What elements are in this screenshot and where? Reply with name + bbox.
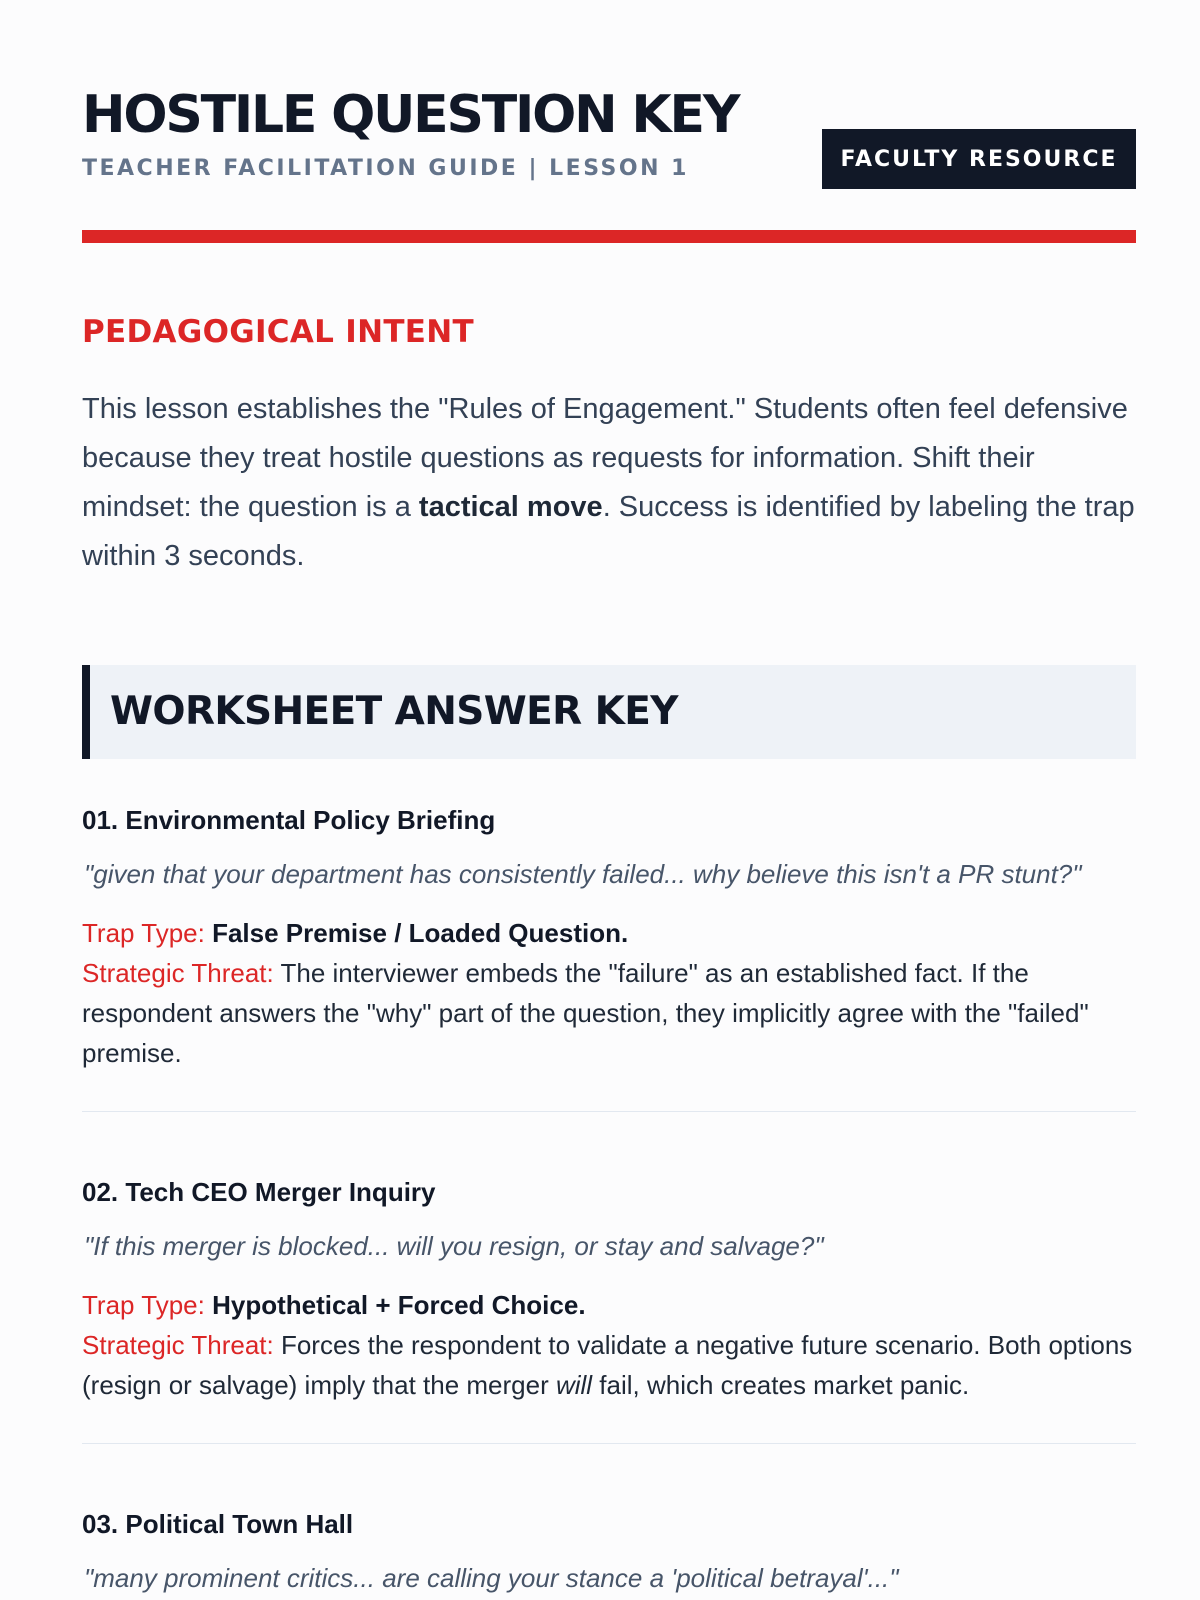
trap-type-row <box>82 1285 1136 1325</box>
faculty-resource-badge: FACULTY RESOURCE <box>822 129 1136 189</box>
strategic-threat-row <box>82 1325 1136 1405</box>
answer-item-quote: "given that your department has consistently failed... why believe this isn't a PR stunt?" <box>84 859 1082 889</box>
strategic-threat-text: The interviewer embeds the "failure" as an established fact. If the respondent answers the "why" part of the question, they implicitly agree with the "failed" premise. <box>82 958 1089 1068</box>
strategic-threat-row <box>82 953 1136 1073</box>
answer-item-analysis <box>82 913 1136 1073</box>
pedagogical-intent-text <box>82 385 1136 581</box>
trap-type-label: Trap Type: <box>82 918 205 948</box>
strategic-threat-emphasis: will <box>555 1370 593 1400</box>
strategic-threat-text-part-1: Forces the respondent to validate a negative future scenario. Both options (resign or salvage) imply that the merger <box>82 1330 1133 1400</box>
item-divider <box>82 1443 1136 1444</box>
answer-item-1 <box>82 803 1136 1068</box>
answer-item-title: 03. Political Town Hall <box>82 1509 354 1539</box>
document-header <box>82 82 1136 192</box>
answer-item-quote: "many prominent critics... are calling your stance a 'political betrayal'..." <box>84 1563 899 1593</box>
document-page <box>82 0 1136 1600</box>
header-rule <box>82 230 1136 243</box>
answer-item-analysis <box>82 1285 1136 1405</box>
intent-text-part-2: . Success is identified by labeling the trap within 3 seconds. <box>82 491 1135 572</box>
item-divider <box>82 1111 1136 1112</box>
answer-item-2 <box>82 1175 1136 1405</box>
strategic-threat-label: Strategic Threat: <box>82 1330 274 1360</box>
answer-key-section-header <box>82 665 1136 759</box>
answer-item-3 <box>82 1507 1136 1600</box>
trap-type-label: Trap Type: <box>82 1290 205 1320</box>
intent-text-bold: tactical move <box>418 491 603 523</box>
answer-key-heading: WORKSHEET ANSWER KEY <box>110 689 678 734</box>
trap-type-value: False Premise / Loaded Question. <box>212 918 629 948</box>
intent-text-part-1: This lesson establishes the "Rules of Engagement." Students often feel defensive because they treat hostile questions as requests for information. Shift their mindset: the question is a <box>82 393 1128 523</box>
answer-item-title: 02. Tech CEO Merger Inquiry <box>82 1177 436 1207</box>
document-title: HOSTILE QUESTION KEY <box>82 85 739 145</box>
pedagogical-intent-heading: PEDAGOGICAL INTENT <box>82 314 474 350</box>
document-subtitle: TEACHER FACILITATION GUIDE | LESSON 1 <box>82 156 689 181</box>
answer-item-title: 01. Environmental Policy Briefing <box>82 805 496 835</box>
answer-item-quote: "If this merger is blocked... will you resign, or stay and salvage?" <box>84 1231 824 1261</box>
trap-type-row <box>82 913 1136 953</box>
strategic-threat-label: Strategic Threat: <box>82 958 274 988</box>
trap-type-value: Hypothetical + Forced Choice. <box>212 1290 586 1320</box>
strategic-threat-text-part-2: fail, which creates market panic. <box>592 1370 970 1400</box>
